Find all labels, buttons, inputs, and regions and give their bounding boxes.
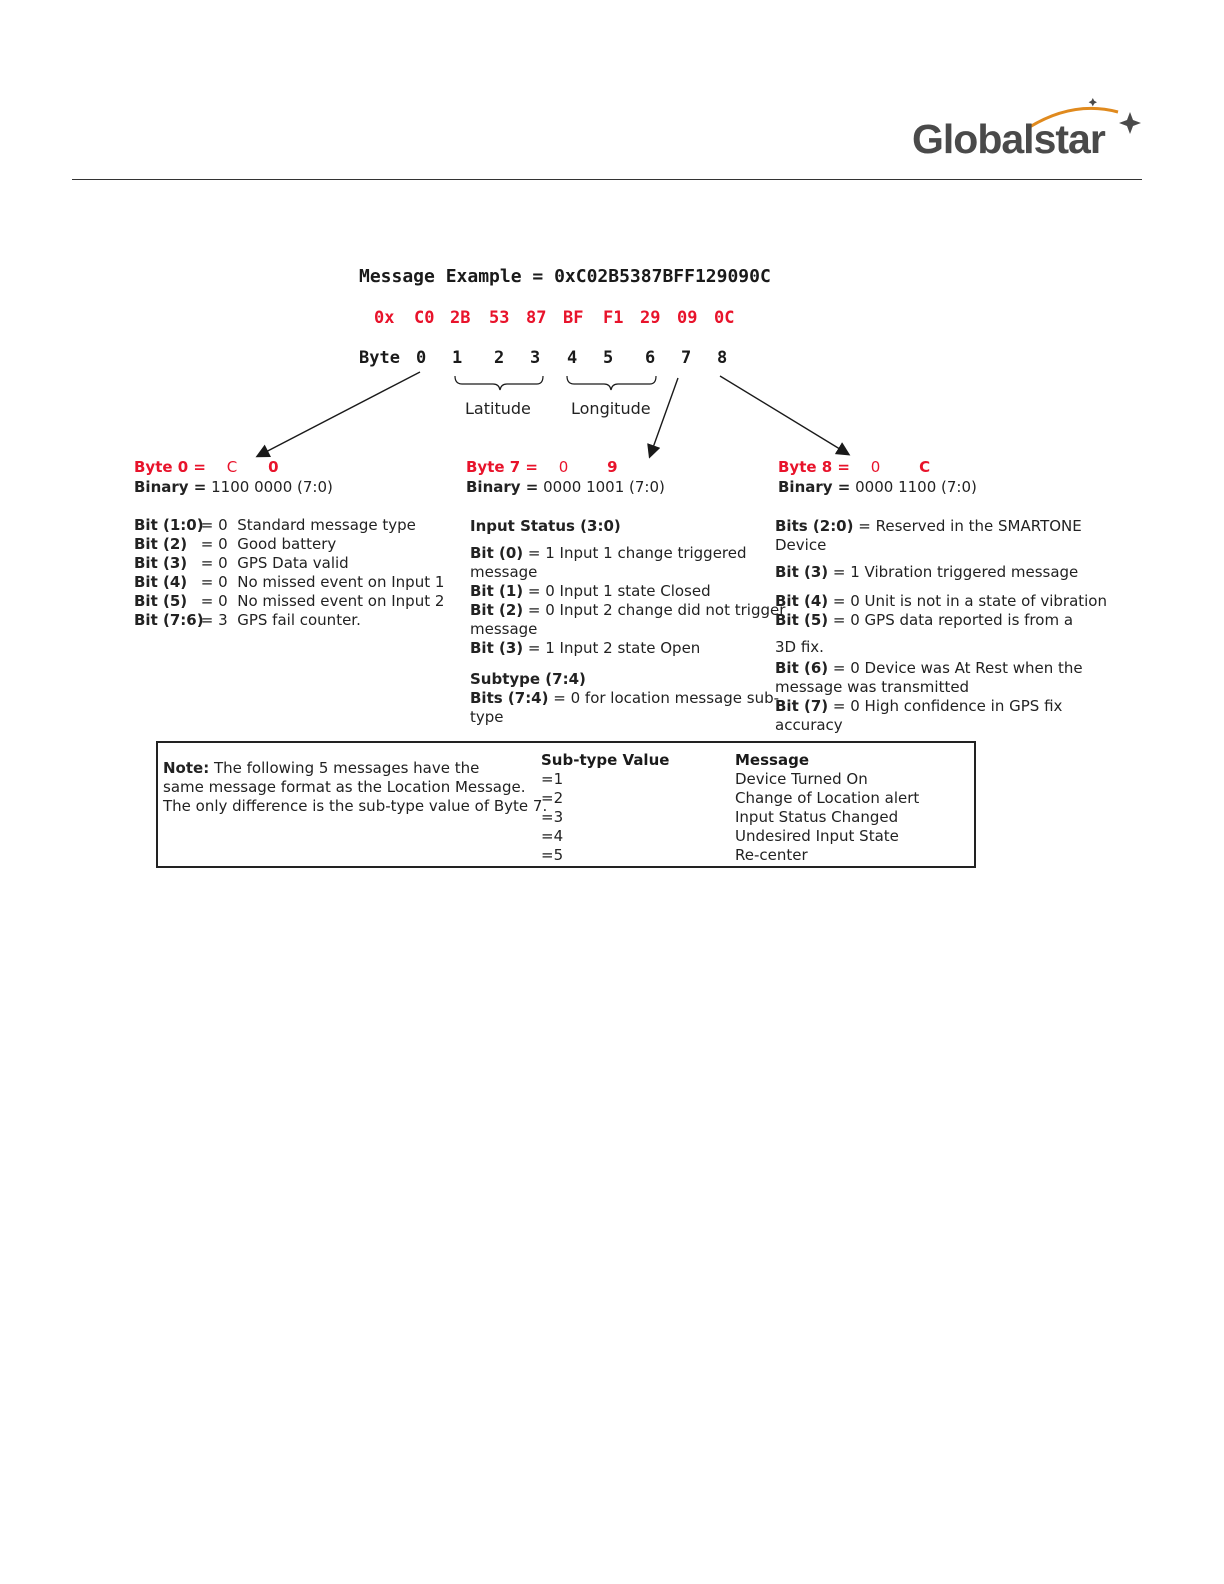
subtype-values [541,770,563,865]
byte0-bit-row: Bit (4) = 0 No missed event on Input 1 [134,573,445,591]
byte0-bit-row: Bit (2) = 0 Good battery [134,535,337,553]
hex-0x: 0x [374,308,395,328]
byte7-heading: Byte 7 = 0 9 [466,458,618,476]
hex-byte-6: 29 [640,308,661,328]
byte-number-7: 7 [681,348,692,368]
latitude-label: Latitude [465,399,531,418]
message-example-value: 0xC02B5387BFF129090C [554,266,771,287]
byte-number-0: 0 [416,348,427,368]
subtype-value: =1 [541,770,564,788]
byte-number-4: 4 [567,348,578,368]
byte-number-8: 8 [717,348,728,368]
byte0-bit-row: Bit (5) = 0 No missed event on Input 2 [134,592,445,610]
subtype-messages [735,770,919,865]
byte-number-6: 6 [645,348,656,368]
subtype-message: Change of Location alert [735,789,920,807]
longitude-label: Longitude [571,399,651,418]
subtype-value: =3 [541,808,564,826]
byte0-bit-row: Bit (3) = 0 GPS Data valid [134,554,349,572]
message-header: Message [735,751,809,769]
subtype-value-header: Sub-type Value [541,751,670,769]
subtype-value: =4 [541,827,564,845]
byte-label: Byte [359,348,400,368]
hex-byte-4: BF [563,308,584,328]
subtype-message: Re-center [735,846,808,864]
byte0-bit-row: Bit (7:6) = 3 GPS fail counter. [134,611,361,629]
subtype-message: Undesired Input State [735,827,899,845]
byte7-details: Input Status (3:0) Bit (0) = 1 Input 1 change triggered message Bit (1) = 0 Input 1 state Closed Bit (2) = 0 Input 2 change did not trigger message Bit (3) = 1 Input 2 state Open Subtype (7:4) Bits (7:4) = 0 for location message sub- type [470,517,786,726]
note-text: Note: The following 5 messages have the same message format as the Location Message. The only difference is the sub-type value of Byte 7. [163,759,548,815]
arrow-byte7 [650,378,678,456]
hex-byte-1: 2B [450,308,471,328]
byte-number-3: 3 [530,348,541,368]
byte0-bits [134,516,444,630]
message-example-label: Message Example = [359,266,544,287]
subtype-value: =2 [541,789,564,807]
message-example-title [359,266,771,287]
byte-number-2: 2 [494,348,505,368]
subtype-value: =5 [541,846,564,864]
subtype-message: Device Turned On [735,770,868,788]
subtype-message: Input Status Changed [735,808,899,826]
byte0-binary: Binary = 1100 0000 (7:0) [134,478,333,496]
hex-byte-8: 0C [714,308,735,328]
byte8-binary: Binary = 0000 1100 (7:0) [778,478,977,496]
hex-byte-7: 09 [677,308,698,328]
hex-byte-0: C0 [414,308,435,328]
hex-byte-3: 87 [526,308,547,328]
subtype-heading: Subtype (7:4) [470,670,586,688]
arrow-byte8 [720,376,848,454]
byte-number-1: 1 [452,348,463,368]
hex-byte-5: F1 [603,308,624,328]
byte7-binary: Binary = 0000 1001 (7:0) [466,478,665,496]
byte8-heading: Byte 8 = 0 C [778,458,931,476]
byte8-details: Bits (2:0) = Reserved in the SMARTONE Device Bit (3) = 1 Vibration triggered message Bit (4) = 0 Unit is not in a state of vibration Bit (5) = 0 GPS data reported is from a 3D fix. Bit (6) = 0 Device was At Rest when the message was transmitted Bit (7) = 0 High confidence in GPS fix accuracy [775,517,1107,734]
input-status-heading: Input Status (3:0) [470,517,621,535]
byte-number-5: 5 [603,348,614,368]
longitude-brace [567,376,656,390]
hex-byte-2: 53 [489,308,510,328]
byte0-bit-row: Bit (1:0) = 0 Standard message type [134,516,416,534]
latitude-brace [455,376,543,390]
byte0-heading: Byte 0 = C 0 [134,458,279,476]
globalstar-logo-text: Globalstar [912,116,1105,162]
arrow-byte0 [258,372,420,456]
